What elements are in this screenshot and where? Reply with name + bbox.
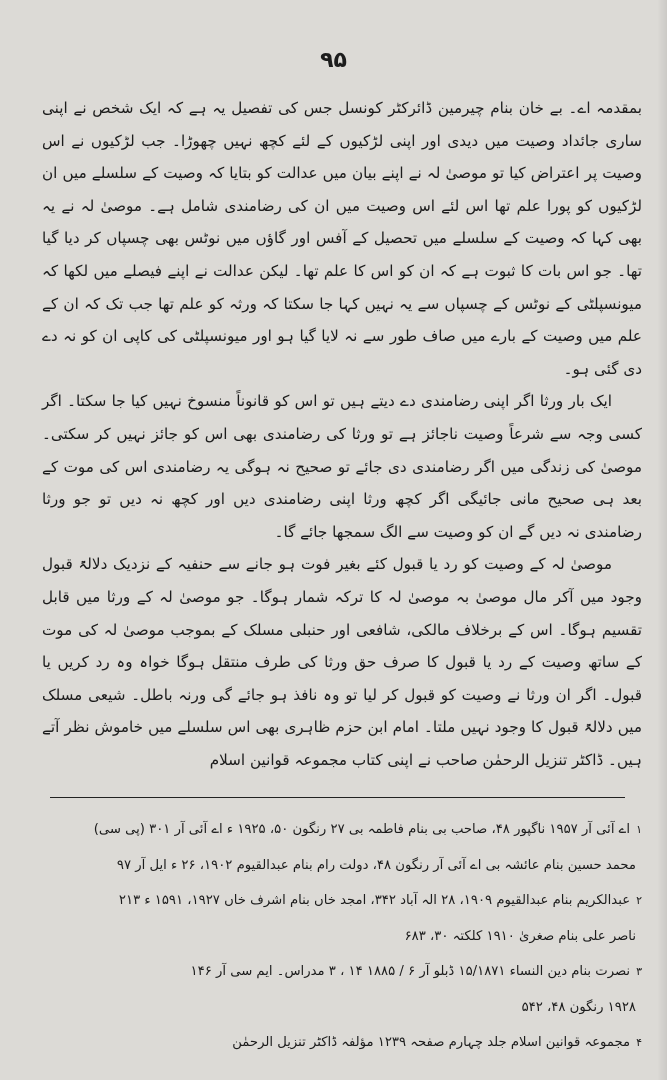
paragraph-heirs-consent: ایک بار ورثا اگر اپنی رضامندی دے دیتے ہیں تو اس کو قانوناً منسوخ نہیں کیا جا سکتا۔ اگر کسی وجہ سے شرعاً وصیت ناجائز ہے تو ورثا کی رضامندی بھی اس کو جائز نہیں کر سکتی۔ موصیٰ کی زندگی میں اگر رضامندی دی جائے تو صحیح نہ ہوگی یہ رضامندی اس کی موت کے بعد ہی صحیح مانی جائیگی اگر کچھ ورثا اپنی رضامندی دیں اور کچھ نہ دیں تو جو ورثا رضامندی نہ دیں گے ان کو وصیت سے الگ سمجھا جائے گا۔ (42, 392, 642, 541)
footnote-line (42, 812, 642, 848)
footnote-line (42, 883, 642, 919)
paragraph-case-summary: بمقدمہ اے۔ بے خان بنام چیرمین ڈائرکٹر کونسل جس کی تفصیل یہ ہے کہ ایک شخص نے اپنی ساری جائداد وصیت میں دیدی اور اپنی لڑکیوں کے لئے کچھ نہیں چھوڑا۔ جب لڑکیوں نے اس وصیت پر اعتراض کیا تو موصیٰ لہ نے اپنے بیان میں عدالت کو بتایا کہ وصیت کے سلسلے میں ان لڑکیوں کو پورا علم تھا اس لئے اس وصیت میں ان کی رضامندی شامل ہے۔ موصیٰ لہ نے یہ بھی کہا کہ وصیت کے سلسلے میں تحصیل کے آفس اور گاؤں میں نوٹس بھی چسپاں کر دیا گیا تھا۔ جو اس بات کا ثبوت ہے کہ ان کو اس کا علم تھا۔ لیکن عدالت نے اپنے فیصلے میں لکھا کہ میونسپلٹی کے نوٹس کے چسپاں سے یہ نہیں کہا جا سکتا کہ ورثہ کو علم تھا جب تک کہ ان کے علم میں وصیت کے بارے میں صاف طور سے نہ لایا گیا ہو اور میونسپلٹی کی کاپی ان کو نہ دے دی گئی ہو۔ (42, 99, 642, 378)
footnote-line (42, 990, 642, 1026)
footnote-divider (50, 797, 625, 798)
footnote-line (42, 1025, 642, 1061)
footnote-text: عبدالکریم بنام عبدالقیوم ۱۹۰۹، ۲۸ الہ آباد ۳۴۲، امجد خاں بنام اشرف خاں ۱۹۲۷، ۱۵۹۱ ء ۲۱۳ (118, 893, 631, 908)
footnote-mark: ۴ (636, 1036, 642, 1049)
page-edge-shadow (657, 0, 667, 1080)
page-number: ۹۵ (320, 48, 347, 73)
footnote-text: محمد حسین بنام عائشہ بی اے آئی آر رنگون ۴۸، دولت رام بنام عبدالقیوم ۱۹۰۲، ۲۶ ء ایل آر ۹۷ (116, 857, 636, 873)
paragraph-legatee-death: موصیٰ لہ کے وصیت کو رد یا قبول کئے بغیر فوت ہو جانے سے حنفیہ کے نزدیک دلالۃً قبول وجود میں آکر مال موصیٰ بہ موصیٰ لہ کا ترکہ شمار ہوگا۔ جو موصیٰ لہ کے ورثا میں قابل تقسیم ہوگا۔ اس کے برخلاف مالکی، شافعی اور حنبلی مسلک کے بموجب موصیٰ لہ کی موت کے ساتھ وصیت کے رد یا قبول کا صرف حق ورثا کی طرف منتقل ہوگا خواہ وہ رد کریں یا قبول۔ اگر ان ورثا نے وصیت کو قبول کر لیا تو وہ نافذ ہو جائے گی ورنہ باطل۔ شیعی مسلک میں دلالۃً قبول کا وجود نہیں ملتا۔ امام ابن حزم ظاہری بھی اس سلسلے میں خاموش نظر آتے ہیں۔ ڈاکٹر تنزیل الرحمٰن صاحب نے اپنی کتاب مجموعہ قوانین اسلام (42, 555, 642, 769)
footnote-text: ۱۹۲۸ رنگون ۴۸، ۵۴۲ (521, 999, 636, 1015)
footnote-line (42, 919, 642, 955)
footnote-text: ناصر علی بنام صغریٰ ۱۹۱۰ کلکتہ ۳۰، ۶۸۳ (404, 928, 636, 944)
footnote-mark: ۳ (636, 965, 642, 978)
body-text (42, 92, 642, 776)
footnote-mark: ۲ (636, 894, 642, 907)
footnote-line (42, 848, 642, 884)
footnote-line (42, 954, 642, 990)
footnote-text: اے آئی آر ۱۹۵۷ ناگپور ۴۸، صاحب بی بنام فاطمہ بی ۲۷ رنگون ۵۰، ۱۹۲۵ ء اے آئی آر ۳۰۱ (پی سی) (93, 822, 631, 837)
footnote-mark: ۱ (636, 823, 642, 836)
footnote-text: نصرت بنام دین النساء ۱۵/۱۸۷۱ ڈبلو آر ۶ / ۱۸۸۵ ۱۴ ، ۳ مدراس۔ ایم سی آر ۱۴۶ (190, 964, 631, 979)
footnotes (42, 812, 642, 1061)
footnote-text: مجموعہ قوانین اسلام جلد چہارم صفحہ ۱۲۳۹ مؤلفہ ڈاکٹر تنزیل الرحمٰن (232, 1035, 631, 1050)
